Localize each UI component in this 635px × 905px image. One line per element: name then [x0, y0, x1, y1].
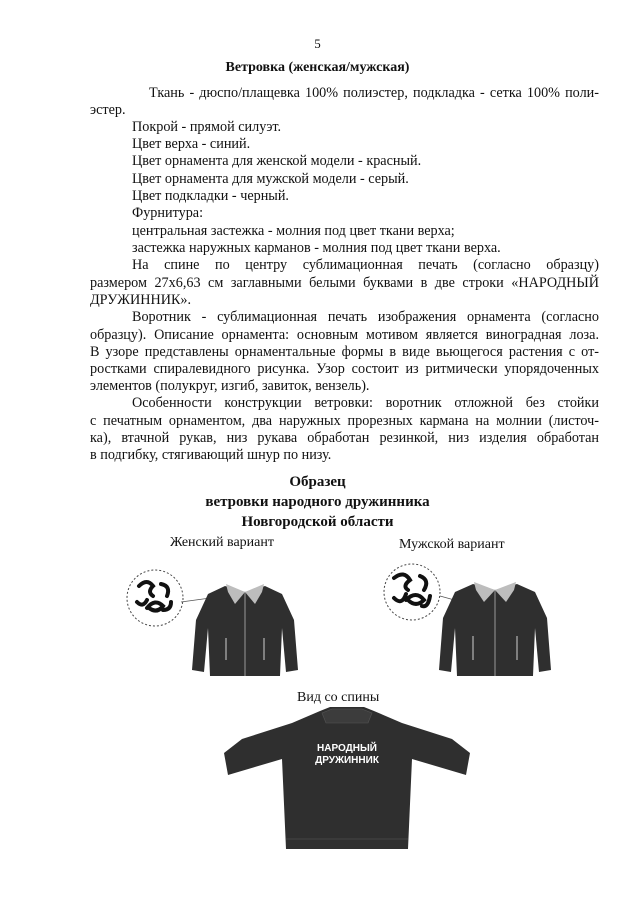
male-jacket-front: [435, 578, 555, 678]
back-print-line-1: На спине по центру сублимационная печать (согласно образцу): [132, 257, 599, 273]
spec-zip-pockets: застежка наружных карманов - молния под цвет ткани верха.: [132, 240, 501, 256]
spec-zip-center: центральная застежка - молния под цвет ткани верха;: [132, 223, 455, 239]
spec-fabric-line-1: Ткань - дюспо/плащевка 100% полиэстер, подкладка - сетка 100% поли-: [149, 85, 599, 101]
sample-caption-line-3: Новгородской области: [241, 514, 394, 530]
collar-line-3: В узоре представлены орнаментальные формы в виде вьющегося растения с от-: [90, 344, 599, 360]
collar-line-4: ростками спиралевидного рисунка. Узор состоит из ритмически упорядоченных: [90, 361, 599, 377]
spec-lining-color: Цвет подкладки - черный.: [132, 188, 289, 204]
collar-line-1: Воротник - сублимационная печать изображения орнамента (согласно: [132, 309, 599, 325]
spec-cut: Покрой - прямой силуэт.: [132, 119, 282, 135]
back-print-line-2: размером 27х6,63 см заглавными белыми буквами в две строки «НАРОДНЫЙ: [90, 275, 599, 291]
spec-fabric-line-2: эстер.: [90, 102, 126, 118]
back-print-text-1: НАРОДНЫЙ: [317, 743, 377, 754]
design-line-2: с печатным орнаментом, два наружных прорезных кармана на молнии (листоч-: [90, 413, 599, 429]
male-variant-label: Мужской вариант: [399, 537, 505, 552]
back-print-line-3: ДРУЖИННИК».: [90, 292, 192, 308]
design-line-1: Особенности конструкции ветровки: воротник отложной без стойки: [132, 395, 599, 411]
document-heading: Ветровка (женская/мужская): [225, 60, 410, 75]
back-view-label: Вид со спины: [297, 690, 380, 705]
jacket-back-view: [222, 705, 472, 855]
spec-ornament-female: Цвет орнамента для женской модели - красный.: [132, 153, 422, 169]
sample-caption-line-1: Образец: [289, 474, 346, 490]
collar-line-2: образцу). Описание орнамента: основным мотивом является виноградная лоза.: [90, 327, 599, 343]
female-jacket-front: [190, 580, 300, 680]
collar-line-5: элементов (полукруг, изгиб, завиток, вензель).: [90, 378, 370, 394]
female-ornament-swatch: [125, 568, 185, 628]
back-print-text-2: ДРУЖИННИК: [315, 755, 379, 766]
design-line-3: ка), втачной рукав, низ рукава обработан резинкой, низ изделия обработан: [90, 430, 599, 446]
spec-top-color: Цвет верха - синий.: [132, 136, 251, 152]
design-line-4: в подгибку, стягивающий шнур по низу.: [90, 447, 332, 463]
spec-hardware: Фурнитура:: [132, 205, 204, 221]
spec-ornament-male: Цвет орнамента для мужской модели - серый.: [132, 171, 409, 187]
page-number: 5: [314, 36, 321, 51]
sample-caption-line-2: ветровки народного дружинника: [205, 494, 430, 510]
male-ornament-swatch: [382, 562, 442, 622]
female-variant-label: Женский вариант: [170, 535, 274, 550]
